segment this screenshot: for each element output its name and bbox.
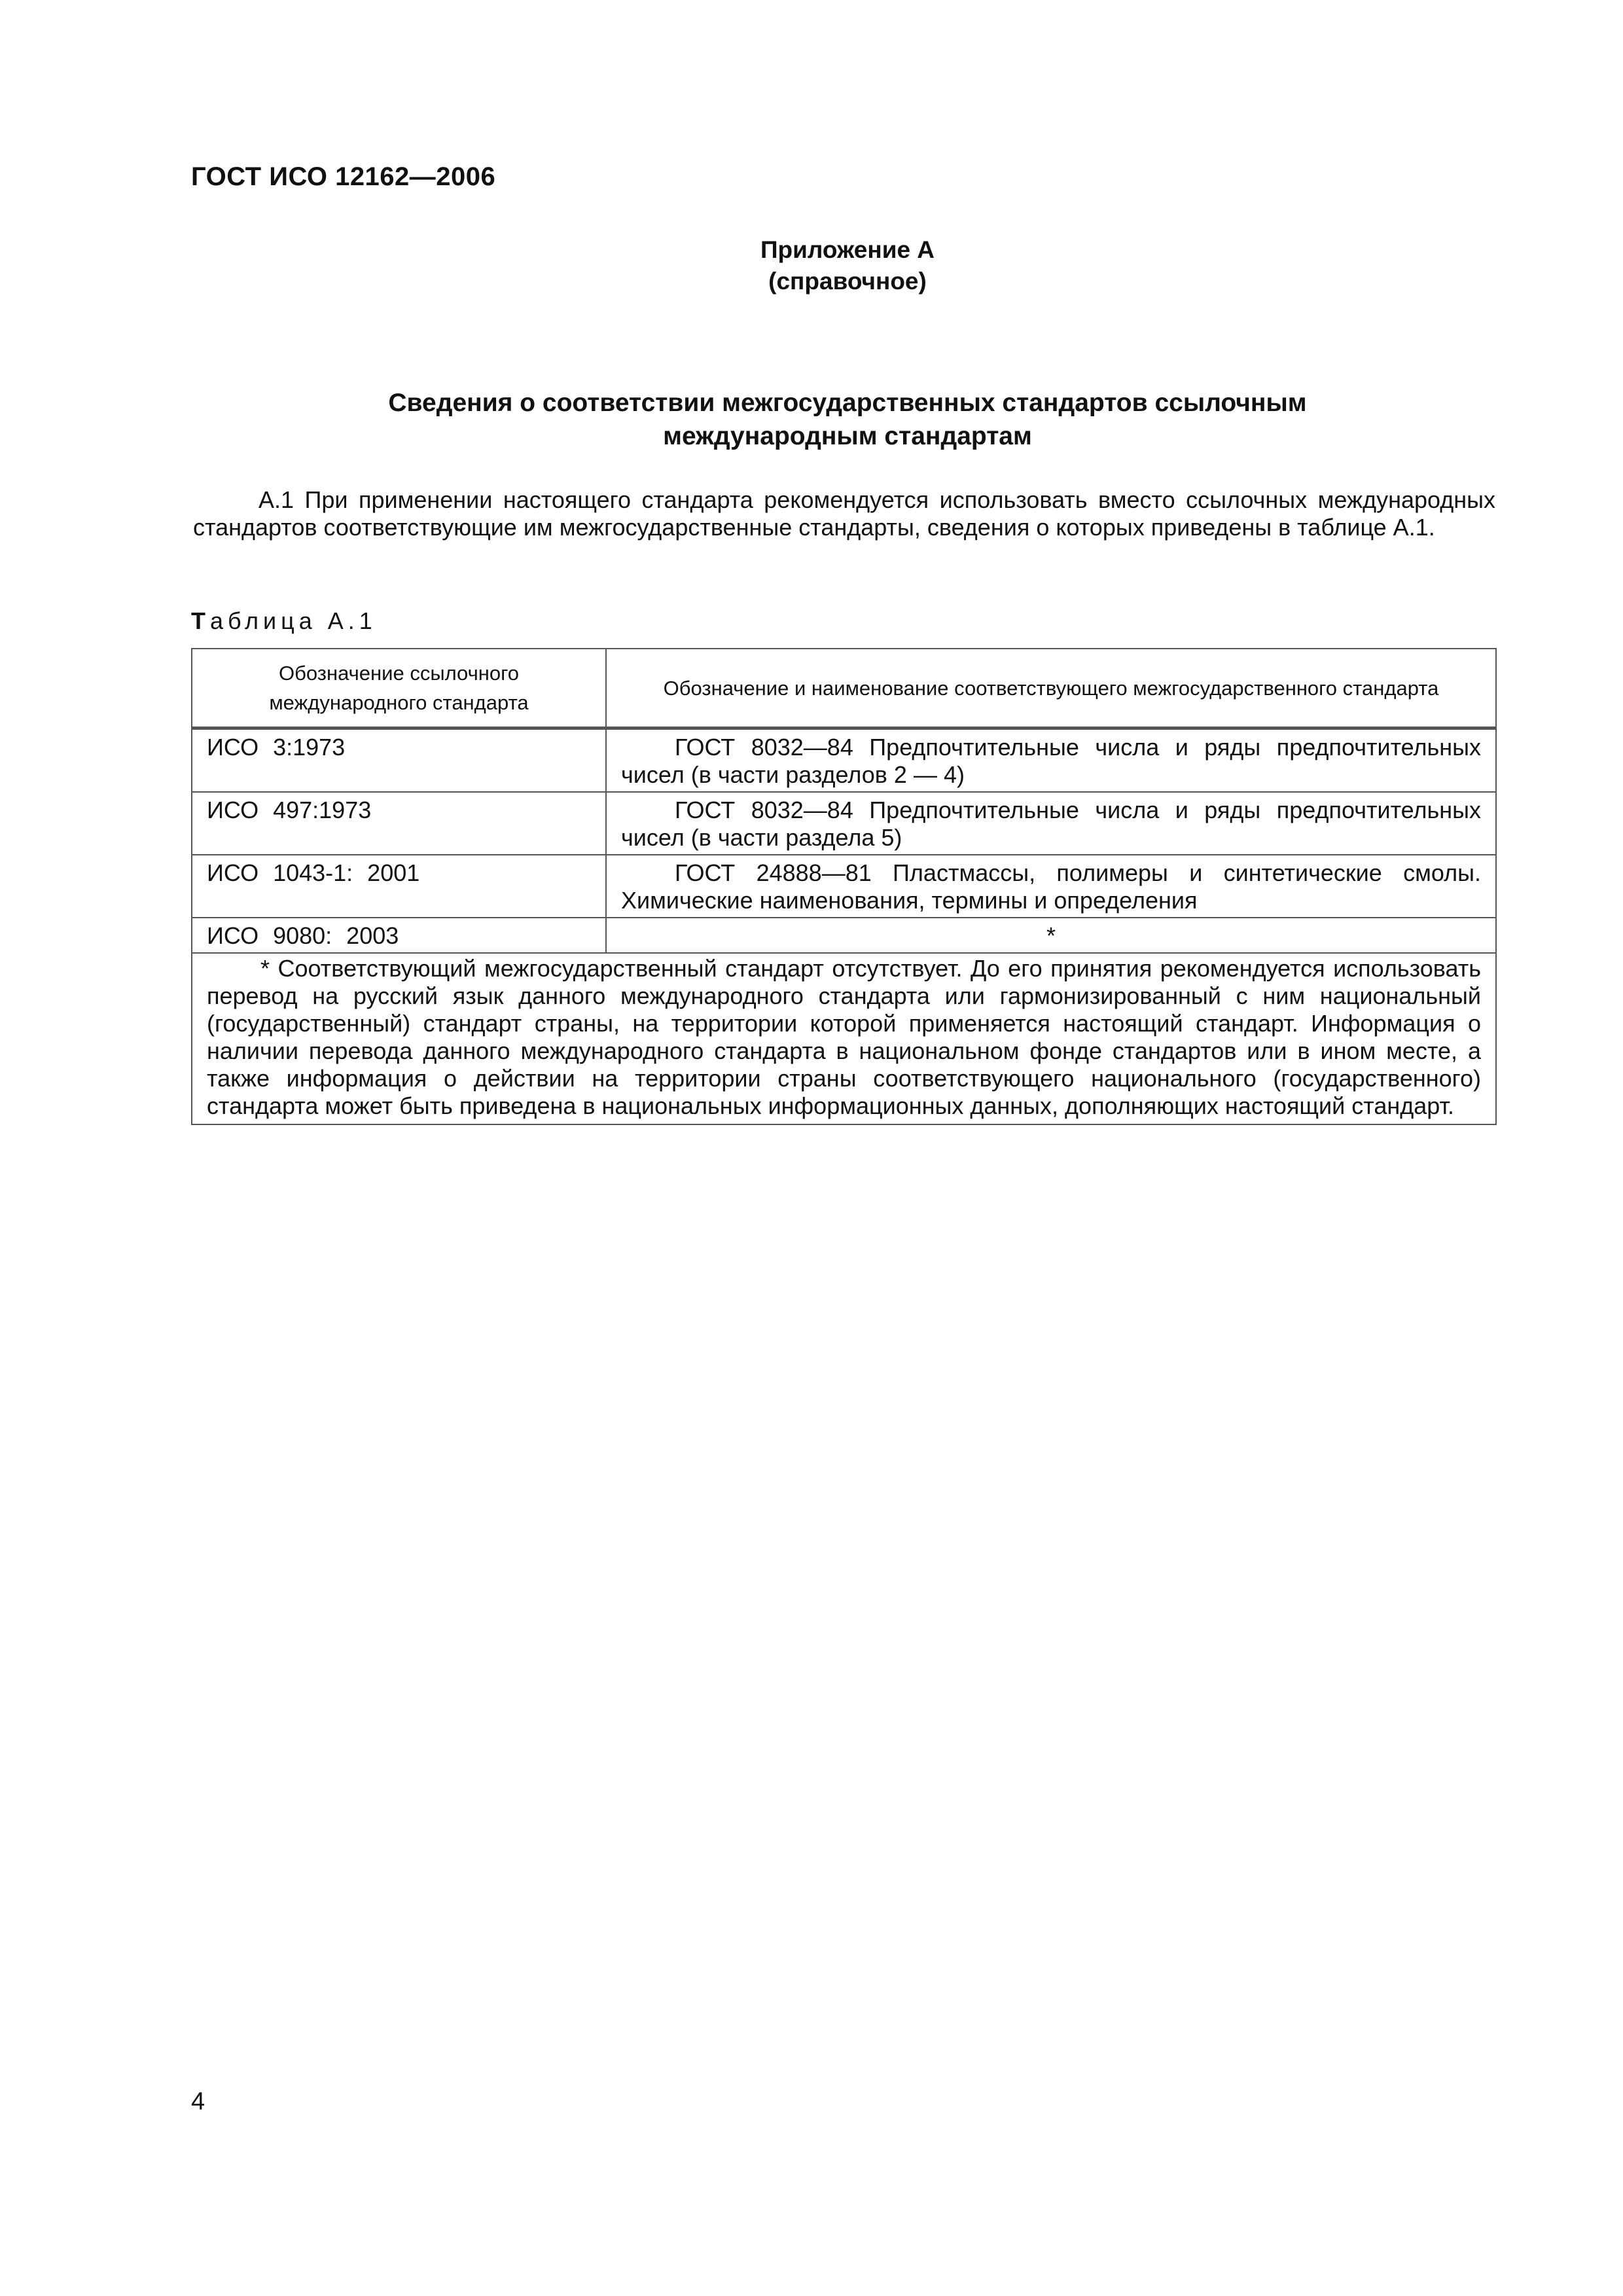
section-title-line2: международным стандартам [663, 422, 1032, 450]
table-row [192, 792, 1496, 855]
annex-heading [0, 234, 1623, 297]
iso-designation-cell: ИСО 1043-1: 2001 [192, 855, 606, 918]
table-caption-first-letter: Т [191, 607, 210, 634]
gost-standard-cell: ГОСТ 24888—81 Пластмассы, полимеры и синтетические смолы. Химические наименования, термины и определения [606, 855, 1496, 918]
table-header-row [192, 649, 1496, 728]
iso-designation-cell: ИСО 497:1973 [192, 792, 606, 855]
table-row [192, 918, 1496, 953]
header-gost-column: Обозначение и наименование соответствующего межгосударственного стандарта [606, 649, 1496, 728]
intro-paragraph: А.1 При применении настоящего стандарта рекомендуется использовать вместо ссылочных международных стандартов соответствующие им межгосударственные стандарты, сведения о которых приведены в таблице А.1. [193, 486, 1495, 541]
standards-correspondence-table [191, 648, 1497, 1125]
annex-subtitle: (справочное) [768, 268, 927, 295]
iso-designation-cell: ИСО 9080: 2003 [192, 918, 606, 953]
table-caption-rest: аблица А.1 [210, 607, 377, 634]
page-number: 4 [191, 2088, 205, 2115]
table-footnote-row [192, 953, 1496, 1124]
document-code-header: ГОСТ ИСО 12162—2006 [191, 162, 496, 191]
header-iso-column: Обозначение ссылочного международного стандарта [192, 649, 606, 728]
iso-designation-cell: ИСО 3:1973 [192, 728, 606, 793]
section-title-line1: Сведения о соответствии межгосударственных стандартов ссылочным [388, 389, 1307, 417]
table-row [192, 728, 1496, 793]
gost-standard-cell: ГОСТ 8032—84 Предпочтительные числа и ряды предпочтительных чисел (в части раздела 5) [606, 792, 1496, 855]
section-heading [0, 386, 1623, 453]
gost-standard-cell: ГОСТ 8032—84 Предпочтительные числа и ряды предпочтительных чисел (в части разделов 2 — 4) [606, 728, 1496, 793]
annex-title: Приложение А [760, 236, 935, 263]
table-row [192, 855, 1496, 918]
gost-standard-cell: * [606, 918, 1496, 953]
table-caption [191, 607, 377, 635]
table-footnote: * Соответствующий межгосударственный стандарт отсутствует. До его принятия рекомендуется использовать перевод на русский язык данного международного стандарта или гармонизированный с ним национальный (государственный) стандарт страны, на территории которой применяется настоящий стандарт. Информация о наличии перевода данного международного стандарта в национальном фонде стандартов или в ином месте, а также информация о действии на территории страны соответствующего национального (государственного) стандарта может быть приведена в национальных информационных данных, дополняющих настоящий стандарт. [192, 953, 1496, 1124]
